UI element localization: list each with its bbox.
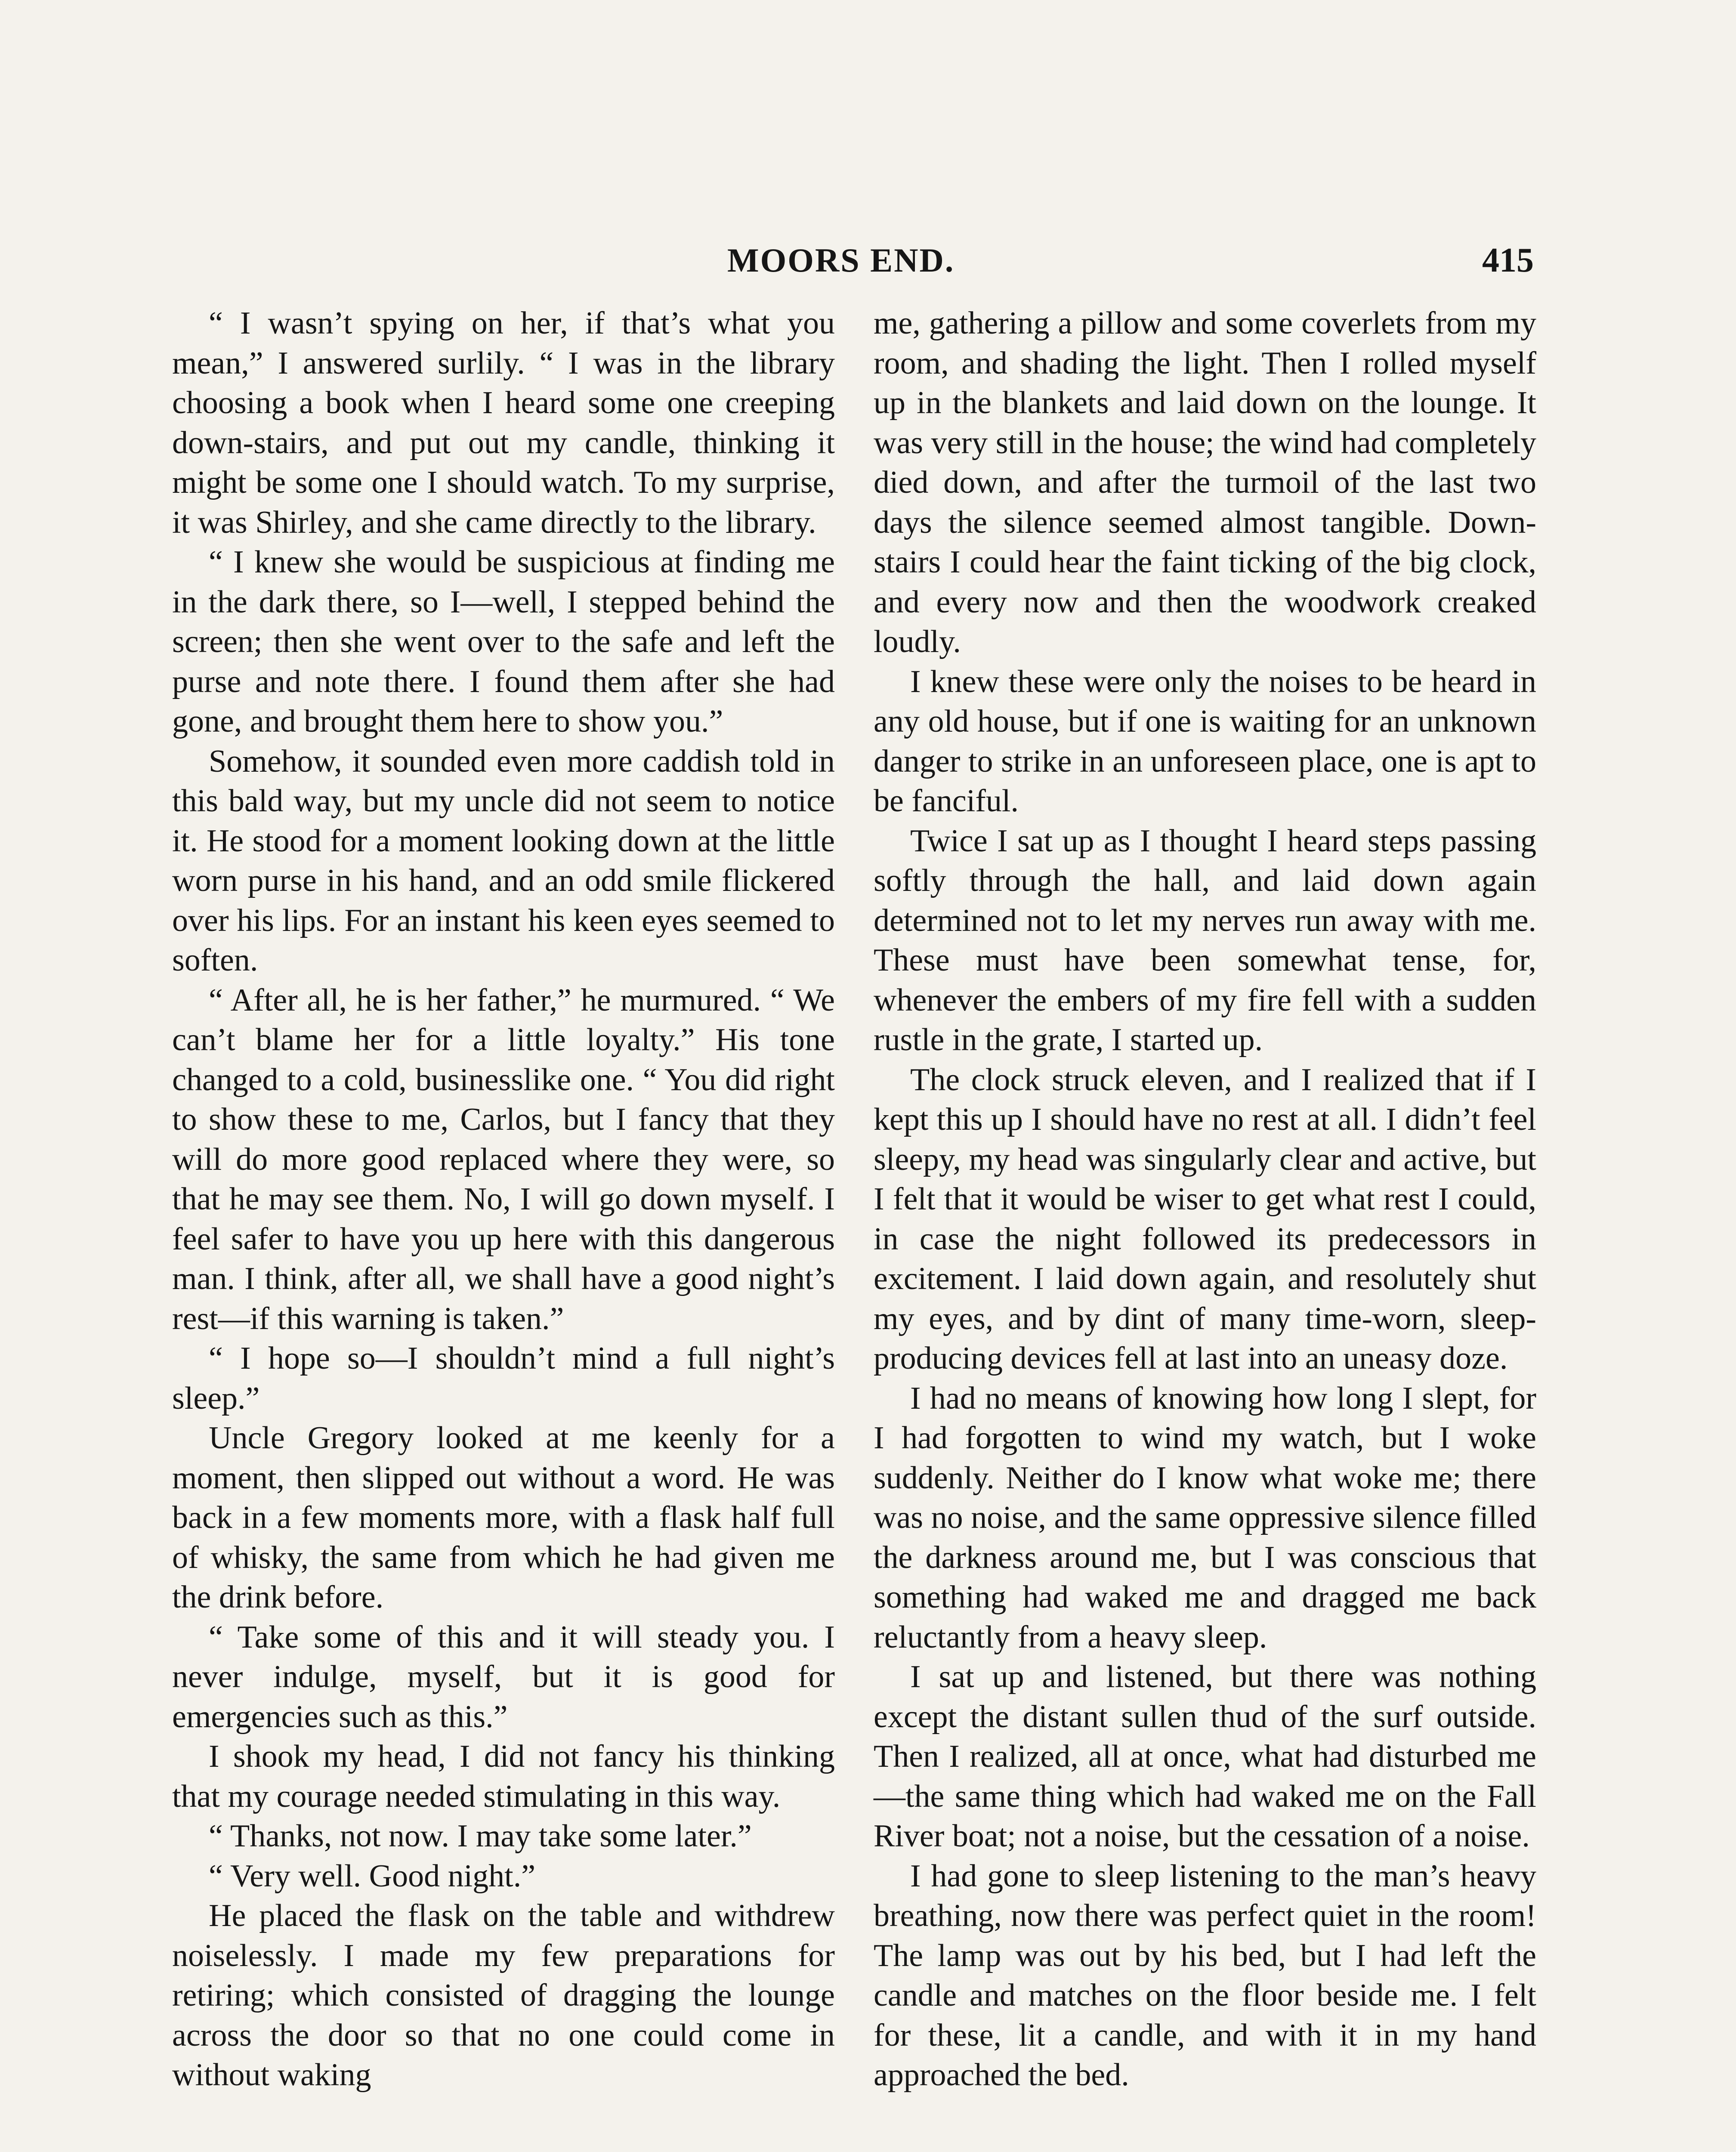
paragraph: I had gone to sleep listening to the man’s heavy breathing, now there was perfect quiet in the room! The lamp was out by his bed, but I had left the candle and matches on the floor beside me. I felt for these, lit a candle, and with it in my hand approached the bed. bbox=[874, 1858, 1536, 2093]
paragraph: “ I knew she would be suspicious at finding me in the dark there, so I—well, I stepped behind the screen; then she went over to the safe and left the purse and note there. I found them after she had gone, and brought them here to show you.” bbox=[172, 544, 835, 739]
paragraph-continued: me, gathering a pillow and some coverlets from my room, and shading the light. Then I rolled myself up in the blankets and laid down on the lounge. It was very still in the house; the wind had completely died down, and after the turmoil of the last two days the silence seemed almost tangible. Down-stairs I could hear the faint ticking of the big clock, and every now and then the woodwork creaked loudly. bbox=[874, 306, 1536, 659]
page-number: 415 bbox=[1482, 241, 1534, 279]
running-title: MOORS END. bbox=[727, 241, 955, 279]
page-header bbox=[0, 241, 1736, 293]
paragraph: He placed the flask on the table and withdrew noiselessly. I made my few preparations for retiring; which consisted of dragging the lounge across the door so that no one could come in without waking bbox=[172, 1898, 835, 2093]
paragraph: I sat up and listened, but there was nothing except the distant sullen thud of the surf outside. Then I realized, all at once, what had disturbed me—the same thing which had waked me on the Fall River boat; not a noise, but the cessation of a noise. bbox=[874, 1659, 1536, 1854]
paragraph: The clock struck eleven, and I realized that if I kept this up I should have no rest at all. I didn’t feel sleepy, my head was singularly clear and active, but I felt that it would be wiser to get what rest I could, in case the night followed its predecessors in excitement. I laid down again, and resolutely shut my eyes, and by dint of many time-worn, sleep-producing devices fell at last into an uneasy doze. bbox=[874, 1062, 1536, 1376]
paragraph: I shook my head, I did not fancy his thinking that my courage needed stimulating in this way. bbox=[172, 1739, 835, 1814]
paragraph: I knew these were only the noises to be heard in any old house, but if one is waiting for an unknown danger to strike in an unforeseen place, one is apt to be fanciful. bbox=[874, 664, 1536, 819]
paragraph: Somehow, it sounded even more caddish told in this bald way, but my uncle did not seem to notice it. He stood for a moment looking down at the little worn purse in his hand, and an odd smile flickered over his lips. For an instant his keen eyes seemed to soften. bbox=[172, 743, 835, 978]
paragraph: I had no means of knowing how long I slept, for I had forgotten to wind my watch, but I woke suddenly. Neither do I know what woke me; there was no noise, and the same oppressive silence filled the darkness around me, but I was conscious that something had waked me and dragged me back reluctantly from a heavy sleep. bbox=[874, 1380, 1536, 1655]
right-column bbox=[874, 303, 1536, 2095]
left-column bbox=[172, 303, 835, 2095]
paragraph: Twice I sat up as I thought I heard steps passing softly through the hall, and laid down again determined not to let my nerves run away with me. These must have been somewhat tense, for, whenever the embers of my fire fell with a sudden rustle in the grate, I started up. bbox=[874, 823, 1536, 1057]
paragraph: “ Take some of this and it will steady you. I never indulge, myself, but it is good for emergencies such as this.” bbox=[172, 1619, 835, 1735]
paragraph: “ I hope so—I shouldn’t mind a full night’s sleep.” bbox=[172, 1341, 835, 1416]
paragraph: Uncle Gregory looked at me keenly for a moment, then slipped out without a word. He was back in a few moments more, with a flask half full of whisky, the same from which he had given me the drink before. bbox=[172, 1420, 835, 1615]
paragraph: “ Very well. Good night.” bbox=[209, 1858, 536, 1894]
paragraph: “ Thanks, not now. I may take some later.” bbox=[209, 1818, 752, 1854]
paragraph: “ After all, he is her father,” he murmured. “ We can’t blame her for a little loyalty.” His tone changed to a cold, businesslike one. “ You did right to show these to me, Carlos, but I fancy that they will do more good replaced where they were, so that he may see them. No, I will go down myself. I feel safer to have you up here with this dangerous man. I think, after all, we shall have a good night’s rest—if this warning is taken.” bbox=[172, 982, 835, 1336]
paragraph: “ I wasn’t spying on her, if that’s what you mean,” I answered surlily. “ I was in the library choosing a book when I heard some one creeping down-stairs, and put out my candle, thinking it might be some one I should watch. To my surprise, it was Shirley, and she came directly to the library. bbox=[172, 306, 835, 540]
